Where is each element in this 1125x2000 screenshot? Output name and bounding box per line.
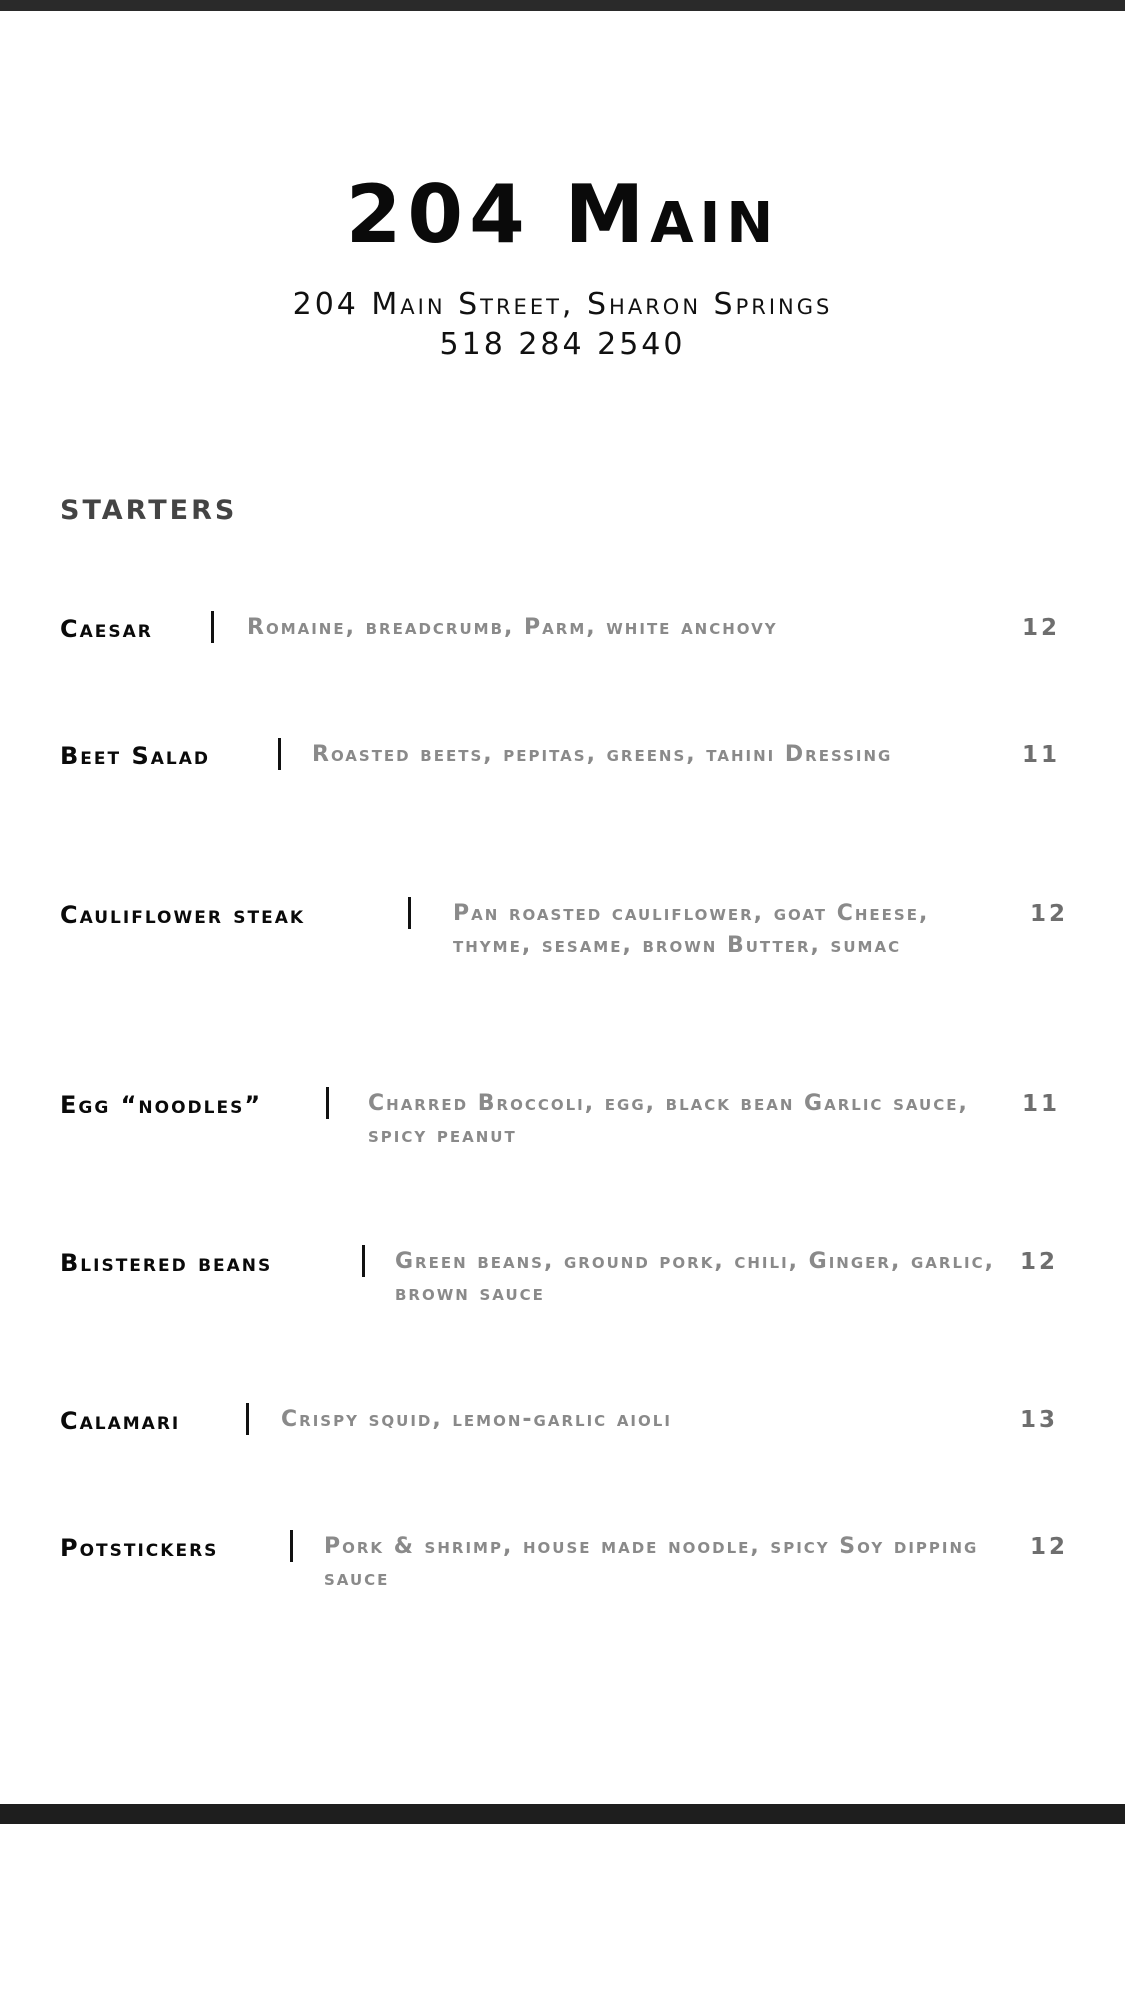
- bottom-border: [0, 1804, 1125, 1824]
- menu-item-price: 11: [1021, 1091, 1060, 1117]
- menu-item-name: Potstickers: [60, 1534, 219, 1562]
- restaurant-phone: 518 284 2540: [439, 327, 686, 362]
- menu-item: [60, 1536, 1070, 1606]
- menu-item: [60, 617, 1070, 657]
- menu-item: [60, 1409, 1070, 1449]
- separator-bar: [246, 1403, 249, 1435]
- separator-bar: [408, 897, 411, 929]
- menu-item-price: 12: [1029, 901, 1068, 927]
- menu-item: [60, 744, 1070, 814]
- menu-item-description: Pan roasted cauliflower, goat Cheese, thyme, sesame, brown Butter, sumac: [453, 901, 930, 958]
- top-border: [0, 0, 1125, 11]
- menu-item-description: Charred Broccoli, egg, black bean Garlic sauce, spicy peanut: [368, 1091, 969, 1148]
- separator-bar: [278, 738, 281, 770]
- section-title-starters: STARTERS: [60, 495, 238, 526]
- menu-item-name: Calamari: [60, 1407, 181, 1435]
- menu-item: [60, 903, 1070, 1003]
- menu-item-description: Pork & shrimp, house made noodle, spicy Soy dipping sauce: [324, 1534, 979, 1591]
- separator-bar: [362, 1245, 365, 1277]
- menu-item-price: 13: [1019, 1407, 1058, 1433]
- separator-bar: [326, 1087, 329, 1119]
- menu-item-name: Beet Salad: [60, 742, 211, 770]
- separator-bar: [290, 1530, 293, 1562]
- menu-item-description: Green beans, ground pork, chili, Ginger, garlic, brown sauce: [395, 1249, 995, 1306]
- restaurant-address: 204 Main Street, Sharon Springs: [292, 287, 833, 322]
- menu-item-name: Caesar: [60, 615, 153, 643]
- menu-item: [60, 1093, 1070, 1163]
- separator-bar: [211, 611, 214, 643]
- menu-item: [60, 1251, 1070, 1321]
- restaurant-title: 204 Main: [345, 168, 780, 261]
- menu-item-description: Crispy squid, lemon-garlic aioli: [281, 1407, 672, 1432]
- menu-item-name: Egg “noodles”: [60, 1091, 263, 1119]
- menu-item-price: 12: [1029, 1534, 1068, 1560]
- menu-item-description: Roasted beets, pepitas, greens, tahini Dressing: [312, 742, 893, 767]
- menu-item-price: 11: [1021, 742, 1060, 768]
- menu-item-name: Blistered beans: [60, 1249, 273, 1277]
- menu-item-name: Cauliflower steak: [60, 901, 306, 929]
- menu-item-price: 12: [1019, 1249, 1058, 1275]
- menu-item-description: Romaine, breadcrumb, Parm, white anchovy: [247, 615, 778, 640]
- menu-item-price: 12: [1021, 615, 1060, 641]
